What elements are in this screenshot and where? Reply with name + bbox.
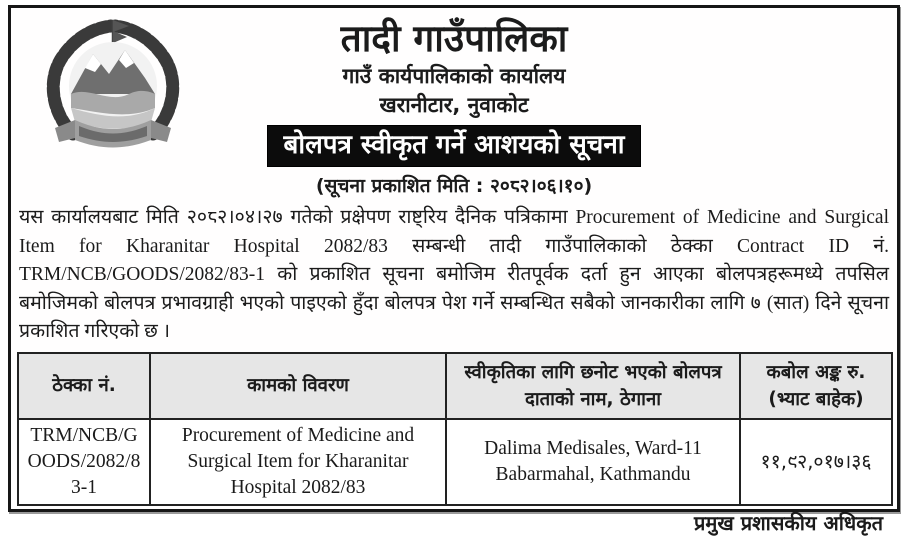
- cell-selected-bidder: Dalima Medisales, Ward-11 Babarmahal, Kathmandu: [446, 419, 740, 505]
- cell-contract-no: TRM/NCB/GOODS/2082/83-1: [18, 419, 150, 505]
- publish-date: (सूचना प्रकाशित मिति : २०८२।०६।१०): [315, 175, 593, 197]
- header-contract-no: ठेक्का नं.: [18, 353, 150, 419]
- table-row: [18, 419, 892, 505]
- signature-title: प्रमुख प्रशासकीय अधिकृत: [694, 510, 883, 535]
- cell-work-description: Procurement of Medicine and Surgical Item for Kharanitar Hospital 2082/83: [150, 419, 446, 505]
- table-header-row: [18, 353, 892, 419]
- tender-table: [17, 352, 893, 506]
- notice-body: यस कार्यालयबाट मिति २०८२।०४।२७ गतेको प्रक्षेपण राष्ट्रिय दैनिक पत्रिकामा Procurement of Medicine and Surgical Item for Kharanitar Hospital 2082/83 सम्बन्धी तादी गाउँपालिकाको ठेक्का Contract ID नं. TRM/NCB/GOODS/2082/83-1 को प्रकाशित सूचना बमोजिम रीतपूर्वक दर्ता हुन आएका बोलपत्रहरूमध्ये तपसिल बमोजिमको बोलपत्र प्रभावग्राही भएको पाइएको हुँदा बोलपत्र पेश गर्ने सम्बन्धित सबैको जानकारीका लागि ७ (सात) दिने सूचना प्रकाशित गरिएको छ ।: [19, 207, 889, 342]
- header-selected-bidder: स्वीकृतिका लागि छनोट भएको बोलपत्र दाताको नाम, ठेगाना: [446, 353, 740, 419]
- municipality-emblem-icon: [33, 16, 193, 166]
- office-name: गाउँ कार्यपालिकाको कार्यालय: [342, 64, 566, 88]
- header-work-description: कामको विवरण: [150, 353, 446, 419]
- notice-banner: बोलपत्र स्वीकृत गर्ने आशयको सूचना: [267, 125, 642, 167]
- notice-header: [11, 8, 897, 199]
- header-bid-amount: कबोल अङ्क रु. (भ्याट बाहेक): [740, 353, 892, 419]
- page-title: तादी गाउँपालिका: [340, 17, 568, 60]
- office-address: खरानीटार, नुवाकोट: [379, 93, 529, 117]
- cell-bid-amount: ११,९२,०१७।३६: [740, 419, 892, 505]
- notice-sheet: [8, 5, 900, 535]
